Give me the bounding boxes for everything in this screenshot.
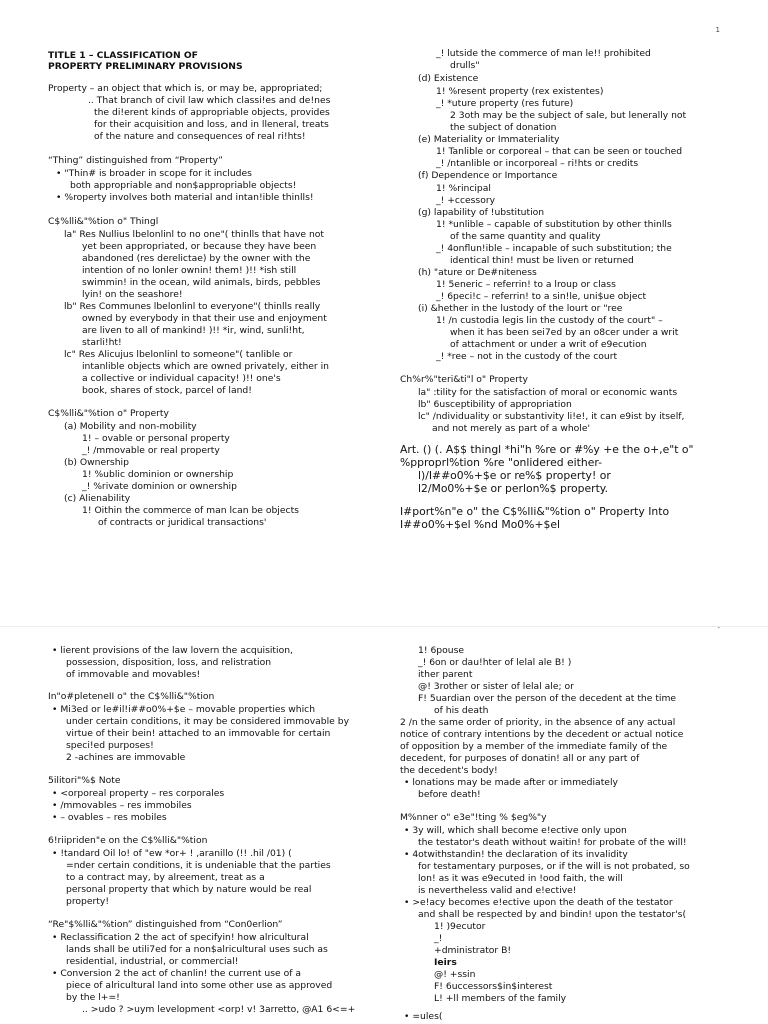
- text-line: of the nature and consequences of real ri!hts!: [94, 131, 306, 142]
- text-line: =nder certain conditions, it is undeniable that the parties: [66, 860, 331, 871]
- text-line: • "Thin# is broader in scope for it includes: [56, 168, 252, 179]
- text-line: decedent, for purposes of donatin! all or any part of: [400, 753, 640, 764]
- text-line: .. That branch of civil law which classi!es and de!nes: [88, 95, 331, 106]
- text-line: %pproprl%tion %re "onlidered either-: [400, 456, 603, 469]
- text-line: abandoned (res derelictae) by the owner with the: [82, 253, 311, 264]
- text-line: 1! Tanlible or corporeal – that can be seen or touched: [436, 146, 683, 157]
- text-line: yet been appropriated, or because they have been: [82, 241, 317, 252]
- text-line: _!: [434, 933, 443, 944]
- text-line: • /mmovables – res immobiles: [52, 800, 192, 811]
- text-line: _! 6peci!c – referrin! to a sin!le, uni$ue object: [436, 291, 647, 302]
- text-line: to a contract may, by alreement, treat as a: [66, 872, 265, 883]
- text-line: _! lutside the commerce of man le!! prohibited: [436, 48, 651, 59]
- page-number: 1: [715, 26, 720, 34]
- text-line: _! /ntanlible or incorporeal – ri!hts or credits: [436, 158, 639, 169]
- text-line: (g) lapability of !ubstitution: [418, 207, 545, 218]
- text-line: (e) Materiality or Immateriality: [418, 134, 560, 145]
- text-line: of contracts or juridical transactions': [98, 517, 267, 528]
- text-line: speci!ed purposes!: [66, 740, 154, 751]
- text-line: • =ules(: [404, 1011, 443, 1022]
- text-line: la" :tility for the satisfaction of moral or economic wants: [418, 387, 678, 398]
- text-line: of immovable and movables!: [66, 669, 201, 680]
- text-line: of attachment or under a writ of e9ecution: [450, 339, 647, 350]
- text-line: ither parent: [418, 669, 473, 680]
- text-line: C$%lli&"%tion o" Property: [48, 408, 169, 419]
- text-line: residential, industrial, or commercial!: [66, 956, 239, 967]
- text-line: when it has been sei7ed by an o8cer under a writ: [450, 327, 679, 338]
- text-line: F! 5uardian over the person of the decedent at the time: [418, 693, 677, 704]
- text-line: @! 3rother or sister of lelal ale; or: [418, 681, 574, 692]
- text-line: 1! /n custodia legis lin the custody of the court" –: [436, 315, 663, 326]
- text-line: _! %rivate dominion or ownership: [82, 481, 237, 492]
- text-line: the subject of donation: [450, 122, 557, 133]
- text-line: are liven to all of mankind! )!! *ir, wind, sunli!ht,: [82, 325, 305, 336]
- text-line: TITLE 1 – CLASSIFICATION OF: [48, 50, 198, 61]
- text-line: lyin! on the seashore!: [82, 289, 183, 300]
- text-line: _! +ccessory: [436, 195, 496, 206]
- text-line: by the l+=!: [66, 992, 120, 1003]
- text-line: intention of no lonler ownin! them! )!! *ish still: [82, 265, 297, 276]
- text-line: • <orporeal property – res corporales: [52, 788, 225, 799]
- text-line: owned by everybody in that their use and enjoyment: [82, 313, 327, 324]
- text-line: I##o0%+$el %nd Mo0%+$el: [400, 518, 560, 531]
- text-line: “Re"$%lli&"%tion” distinguished from “Con0erlion”: [48, 919, 283, 930]
- text-line: • !tandard Oil lo! of "ew *or+ ! ,aranillo (!! .hil /01) (: [52, 848, 292, 859]
- text-line: F! 6uccessors$in$interest: [434, 981, 553, 992]
- text-line: of his death: [434, 705, 489, 716]
- text-line: drulls": [450, 60, 480, 71]
- text-line: 1! )9ecutor: [434, 921, 486, 932]
- text-line: lands shall be utili7ed for a non$alricultural uses such as: [66, 944, 328, 955]
- text-line: virtue of their bein! attached to an immovable for certain: [66, 728, 331, 739]
- text-line: (f) Dependence or Importance: [418, 170, 558, 181]
- text-line: is nevertheless valid and e!ective!: [418, 885, 577, 896]
- text-line: PROPERTY PRELIMINARY PROVISIONS: [48, 61, 243, 72]
- text-line: 2 -achines are immovable: [66, 752, 186, 763]
- text-line: lb" 6usceptibility of appropriation: [418, 399, 572, 410]
- text-line: of the same quantity and quality: [450, 231, 601, 242]
- text-line: under certain conditions, it may be considered immovable by: [66, 716, 350, 727]
- text-line: _! 4onflun!ible – incapable of such substitution; the: [436, 243, 672, 254]
- text-line: Ieirs: [434, 957, 457, 968]
- text-line: 2 3oth may be the subject of sale, but lenerally not: [450, 110, 687, 121]
- text-line: Property – an object that which is, or may be, appropriated;: [48, 83, 323, 94]
- text-line: l2/Mo0%+$e or perlon%$ property.: [418, 482, 609, 495]
- text-line: “Thing” distinguished from “Property”: [48, 155, 223, 166]
- text-line: the di!erent kinds of appropriable objects, provides: [94, 107, 330, 118]
- text-line: • – ovables – res mobiles: [52, 812, 167, 823]
- text-line: In"o#pleteneII o" the C$%lli&"%tion: [48, 691, 215, 702]
- text-line: _! 6on or dau!hter of lelal ale B! ): [418, 657, 572, 668]
- text-line: a collective or individual capacity! )!! one's: [82, 373, 281, 384]
- text-line: .. >udo ? >uym levelopment <orp! v! 3arretto, @A1 6<=+: [82, 1004, 356, 1015]
- text-line: 1! – ovable or personal property: [82, 433, 230, 444]
- text-line: for their acquisition and loss, and in lleneral, treats: [94, 119, 329, 130]
- text-line: lb" Res Communes lbelonlinl to everyone"( thinlls really: [64, 301, 321, 312]
- text-line: 1! 6pouse: [418, 645, 465, 656]
- text-line: • >e!acy becomes e!ective upon the death of the testator: [404, 897, 673, 908]
- text-line: the decedent's body!: [400, 765, 498, 776]
- text-line: lon! as it was e9ecuted in !ood faith, the will: [418, 873, 623, 884]
- text-line: • lierent provisions of the law lovern the acquisition,: [52, 645, 293, 656]
- text-line: _! *uture property (res future): [436, 98, 574, 109]
- text-line: l)/I##o0%+$e or re%$ property! or: [418, 469, 611, 482]
- text-line: • Conversion 2 the act of chanlin! the current use of a: [52, 968, 302, 979]
- text-line: before death!: [418, 789, 481, 800]
- text-line: 1! *unlible – capable of substitution by other thinlls: [436, 219, 672, 230]
- text-line: • %roperty involves both material and intan!ible thinlls!: [56, 192, 314, 203]
- text-line: • 4otwithstandin! the declaration of its invalidity: [404, 849, 628, 860]
- text-line: (d) Existence: [418, 73, 479, 84]
- text-line: of opposition by a member of the immediate family of the: [400, 741, 668, 752]
- text-line: and shall be respected by and bindin! upon the testator's(: [418, 909, 687, 920]
- text-line: (b) Ownership: [64, 457, 129, 468]
- text-line: lc" Res Alicujus lbelonlinl to someone"( tanlible or: [64, 349, 293, 360]
- text-line: property!: [66, 896, 110, 907]
- text-line: book, shares of stock, parcel of land!: [82, 385, 252, 396]
- text-line: both appropriable and non$appropriable objects!: [70, 180, 297, 191]
- text-line: and not merely as part of a whole': [432, 423, 591, 434]
- text-line: Art. () (. A$$ thingl *hi"h %re or #%y +e the o+,e"t o": [400, 443, 694, 456]
- text-line: C$%lli&"%tion o" Thingl: [48, 216, 159, 227]
- text-line: _! /mmovable or real property: [82, 445, 220, 456]
- text-line: • lonations may be made after or immediately: [404, 777, 618, 788]
- text-line: 1! 5eneric – referrin! to a lroup or class: [436, 279, 616, 290]
- text-line: 6!riipriden"e on the C$%lli&"%tion: [48, 835, 208, 846]
- text-line: _! *ree – not in the custody of the court: [436, 351, 618, 362]
- text-line: 2 /n the same order of priority, in the absence of any actual: [400, 717, 676, 728]
- text-line: +dministrator B!: [434, 945, 512, 956]
- text-line: 5ilitori"%$ Note: [48, 775, 121, 786]
- page-mark: -: [717, 624, 720, 632]
- text-line: @! +ssin: [434, 969, 476, 980]
- text-line: the testator's death without waitin! for probate of the will!: [418, 837, 687, 848]
- text-line: (c) Alienability: [64, 493, 131, 504]
- text-line: for testamentary purposes, or if the will is not probated, so: [418, 861, 690, 872]
- text-line: personal property that which by nature would be real: [66, 884, 312, 895]
- text-line: 1! %resent property (rex existentes): [436, 86, 604, 97]
- text-line: starli!ht!: [82, 337, 122, 348]
- text-line: lc" /ndividuality or substantivity li!e!, it can e9ist by itself,: [418, 411, 685, 422]
- text-line: • 3y will, which shall become e!ective only upon: [404, 825, 627, 836]
- text-line: (i) &hether in the lustody of the lourt or "ree: [418, 303, 623, 314]
- text-line: Ch%r%"teri&ti"l o" Property: [400, 374, 528, 385]
- text-line: piece of alricultural land into some other use as approved: [66, 980, 333, 991]
- text-line: • Mi3ed or le#il!i##o0%+$e – movable properties which: [52, 704, 316, 715]
- text-line: • Reclassification 2 the act of specifyin! how alricultural: [52, 932, 309, 943]
- text-line: (a) Mobility and non-mobility: [64, 421, 197, 432]
- text-line: notice of contrary intentions by the decedent or actual notice: [400, 729, 684, 740]
- text-line: 1! %ublic dominion or ownership: [82, 469, 234, 480]
- text-line: 1! Oithin the commerce of man lcan be objects: [82, 505, 299, 516]
- text-line: L! +ll members of the family: [434, 993, 567, 1004]
- page-divider: [0, 626, 768, 627]
- text-line: intanlible objects which are owned privately, either in: [82, 361, 330, 372]
- text-line: la" Res Nullius lbelonlinl to no one"( thinlls that have not: [64, 229, 325, 240]
- text-line: swimmin! in the ocean, wild animals, birds, pebbles: [82, 277, 321, 288]
- text-line: (h) "ature or De#niteness: [418, 267, 537, 278]
- text-line: possession, disposition, loss, and relistration: [66, 657, 272, 668]
- text-line: M%nner o" e3e"!ting % $eg%"y: [400, 812, 547, 823]
- text-line: I#port%n"e o" the C$%lli&"%tion o" Property Into: [400, 505, 670, 518]
- text-line: 1! %rincipal: [436, 183, 491, 194]
- text-line: identical thin! must be liven or returned: [450, 255, 634, 266]
